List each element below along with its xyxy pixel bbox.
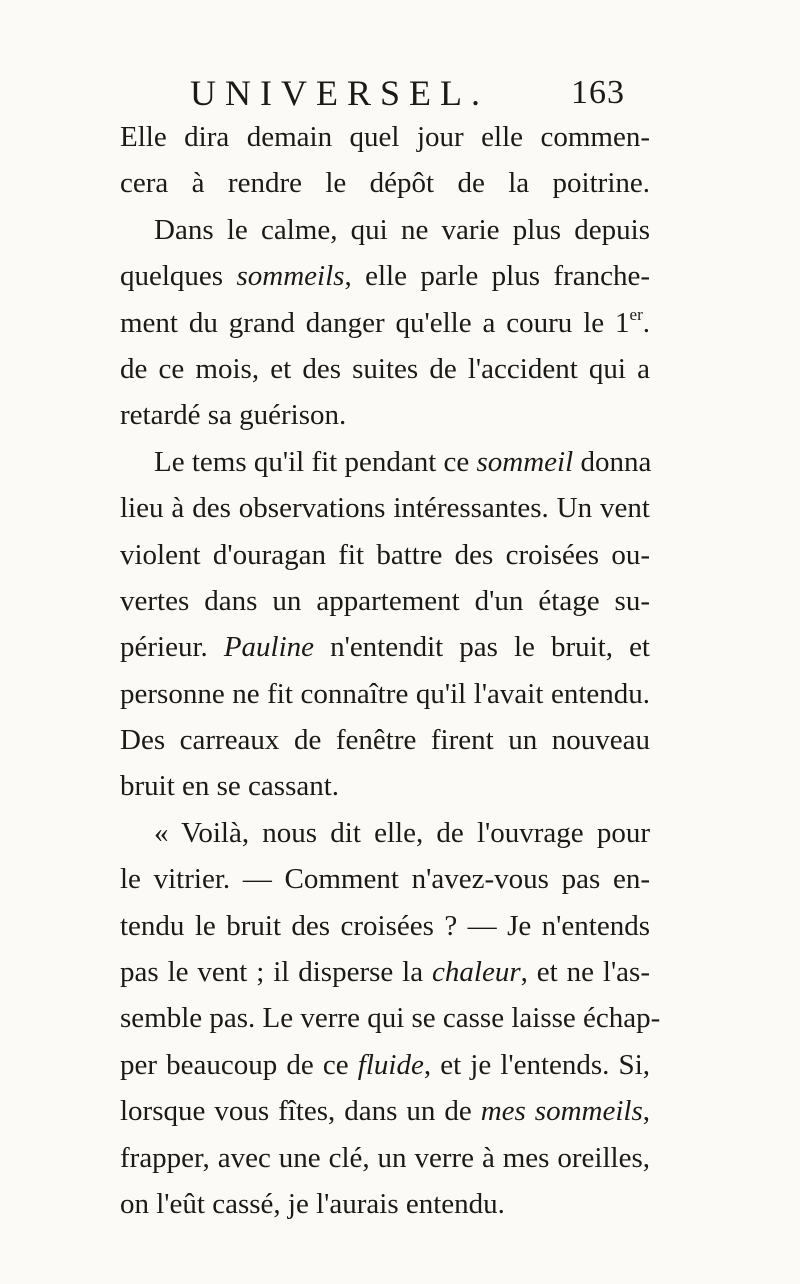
text-line: de ce mois, et des suites de l'accident qui a bbox=[120, 352, 650, 385]
text-line: Elle dira demain quel jour elle commen- bbox=[120, 121, 650, 153]
text-line: on l'eût cassé, je l'aurais entendu. bbox=[120, 1187, 505, 1220]
text-line: retardé sa guérison. bbox=[120, 399, 347, 432]
text-line: frapper, avec une clé, un verre à mes oreilles, bbox=[120, 1141, 650, 1174]
text-line: personne ne fit connaître qu'il l'avait entendu. bbox=[120, 677, 650, 710]
text-line: pas le vent ; il disperse la chaleur, et ne l'as- bbox=[120, 956, 650, 989]
text-line: quelques sommeils, elle parle plus franche- bbox=[120, 260, 650, 293]
text-line: per beaucoup de ce fluide, et je l'entends. Si, bbox=[120, 1048, 650, 1081]
text-line: lorsque vous fîtes, dans un de mes sommeils, bbox=[120, 1095, 650, 1128]
text-line: périeur. Pauline n'entendit pas le bruit, et bbox=[120, 631, 650, 664]
text-line: Le tems qu'il fit pendant ce sommeil donna bbox=[154, 445, 652, 478]
text-line: « Voilà, nous dit elle, de l'ouvrage pour bbox=[154, 816, 650, 849]
text-line: ment du grand danger qu'elle a couru le 1er. bbox=[120, 304, 650, 339]
text-line: lieu à des observations intéressantes. Un vent bbox=[120, 492, 650, 525]
text-line: semble pas. Le verre qui se casse laisse échap- bbox=[120, 1002, 661, 1035]
text-line: bruit en se cassant. bbox=[120, 770, 340, 803]
page-header bbox=[190, 72, 625, 116]
text-line: cera à rendre le dépôt de la poitrine. bbox=[120, 167, 650, 200]
page-number: 163 bbox=[571, 74, 625, 111]
text-line: Des carreaux de fenêtre firent un nouveau bbox=[120, 724, 650, 757]
text-line: tendu le bruit des croisées ? — Je n'entends bbox=[120, 909, 650, 942]
running-title: UNIVERSEL. bbox=[190, 73, 489, 113]
text-line: Dans le calme, qui ne varie plus depuis bbox=[154, 213, 650, 246]
text-line: violent d'ouragan fit battre des croisées ou- bbox=[120, 538, 650, 571]
text-line: vertes dans un appartement d'un étage su- bbox=[120, 584, 650, 617]
text-line: le vitrier. — Comment n'avez-vous pas en- bbox=[120, 863, 650, 896]
body-text bbox=[120, 114, 661, 1227]
